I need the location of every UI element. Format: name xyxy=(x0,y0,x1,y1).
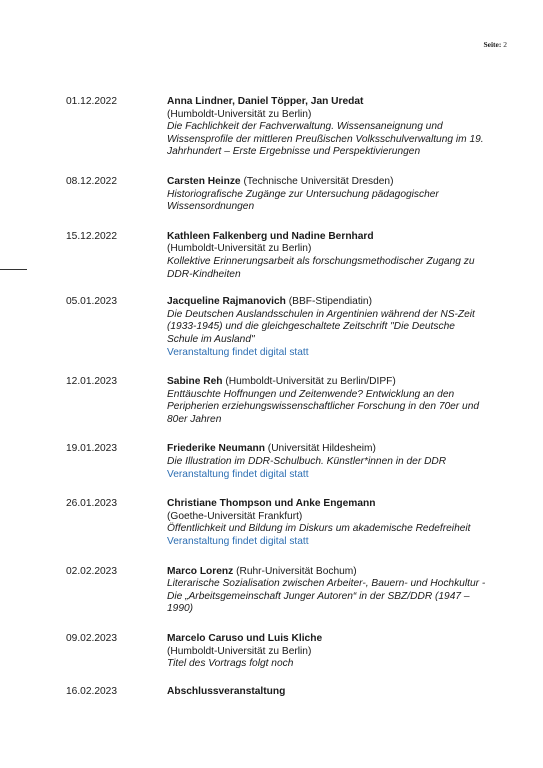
entry-date: 12.01.2023 xyxy=(66,376,117,388)
entry-affiliation: (Technische Universität Dresden) xyxy=(243,175,394,187)
entry-speaker-line xyxy=(167,231,486,244)
entry-content xyxy=(167,633,486,671)
entry-talk-title: Kollektive Erinnerungsarbeit als forschungsmethodischer Zugang zu DDR-Kindheiten xyxy=(167,255,475,280)
entry-date: 19.01.2023 xyxy=(66,443,117,455)
entry-speaker: Carsten Heinze xyxy=(167,175,241,187)
schedule-entry xyxy=(66,96,486,159)
entry-speaker-line xyxy=(167,376,486,389)
entry-affiliation: (BBF-Stipendiatin) xyxy=(288,296,372,308)
entry-affiliation: (Humboldt-Universität zu Berlin) xyxy=(167,108,312,120)
entry-talk-title: Historiografische Zugänge zur Untersuchung pädagogischer Wissensordnungen xyxy=(167,188,439,213)
entry-speaker: Kathleen Falkenberg und Nadine Bernhard xyxy=(167,230,374,242)
entry-affiliation: (Humboldt-Universität zu Berlin) xyxy=(167,243,312,255)
entry-affiliation: (Universität Hildesheim) xyxy=(267,443,376,455)
entry-speaker: Abschlussveranstaltung xyxy=(167,685,286,697)
entry-talk-title: Die Deutschen Auslandsschulen in Argentinien während der NS-Zeit (1933-1945) und die gleichgeschaltete Zeitschrift "Die Deutsche Schule im Ausland" xyxy=(167,308,475,345)
entry-date: 05.01.2023 xyxy=(66,296,117,308)
schedule-entry xyxy=(66,296,486,359)
entry-speaker-line xyxy=(167,296,486,309)
entry-date: 09.02.2023 xyxy=(66,633,117,644)
entry-speaker: Sabine Reh xyxy=(167,376,223,388)
page-number-label: Seite: xyxy=(483,40,502,49)
entry-talk-title: Die Fachlichkeit der Fachverwaltung. Wissensaneignung und Wissensprofile der mittleren Preußischen Volksschulverwaltung im 19. Jahrhundert – Erste Ergebnisse und Perspektivierungen xyxy=(167,121,484,158)
schedule-entry xyxy=(66,443,486,481)
lecture-schedule xyxy=(66,96,486,698)
entry-speaker-line xyxy=(167,176,486,189)
entry-content xyxy=(167,443,486,481)
entry-talk-title: Die Illustration im DDR-Schulbuch. Künstler*innen in der DDR xyxy=(167,456,447,468)
entry-content xyxy=(167,176,486,214)
entry-content xyxy=(167,566,486,616)
entry-speaker: Friederike Neumann xyxy=(167,443,265,455)
entry-digital-note: Veranstaltung findet digital statt xyxy=(167,468,309,480)
entry-affiliation: (Humboldt-Universität zu Berlin/DIPF) xyxy=(225,376,396,388)
entry-digital-note: Veranstaltung findet digital statt xyxy=(167,536,309,548)
page-number xyxy=(483,40,507,49)
margin-fold-mark xyxy=(0,269,27,270)
entry-content xyxy=(167,498,486,548)
entry-content xyxy=(167,376,486,426)
schedule-entry xyxy=(66,376,486,426)
entry-date: 26.01.2023 xyxy=(66,498,117,510)
schedule-entry xyxy=(66,176,486,214)
entry-speaker: Christiane Thompson und Anke Engemann xyxy=(167,498,376,510)
entry-speaker: Jacqueline Rajmanovich xyxy=(167,296,286,308)
entry-date: 15.12.2022 xyxy=(66,230,117,242)
entry-talk-title: Öffentlichkeit und Bildung im Diskurs um akademische Redefreiheit xyxy=(167,523,471,535)
entry-affiliation: (Ruhr-Universität Bochum) xyxy=(236,565,357,577)
page-number-value: 2 xyxy=(503,40,507,49)
entry-speaker-line xyxy=(167,443,486,456)
schedule-entry xyxy=(66,498,486,548)
entry-speaker-line xyxy=(167,633,486,646)
entry-date: 08.12.2022 xyxy=(66,175,117,187)
entry-date: 16.02.2023 xyxy=(66,685,117,697)
entry-speaker-line xyxy=(167,498,486,511)
entry-content xyxy=(167,686,486,699)
entry-speaker: Anna Lindner, Daniel Töpper, Jan Uredat xyxy=(167,96,364,107)
entry-speaker-line xyxy=(167,686,486,699)
entry-speaker-line xyxy=(167,566,486,579)
schedule-entry xyxy=(66,686,486,699)
entry-digital-note: Veranstaltung findet digital statt xyxy=(167,346,309,358)
entry-content xyxy=(167,296,486,359)
entry-content xyxy=(167,96,486,159)
schedule-entry xyxy=(66,633,486,671)
entry-affiliation: (Humboldt-Universität zu Berlin) xyxy=(167,645,312,657)
entry-content xyxy=(167,231,486,281)
entry-date: 02.02.2023 xyxy=(66,565,117,577)
entry-speaker: Marcelo Caruso und Luis Kliche xyxy=(167,633,323,644)
entry-affiliation: (Goethe-Universität Frankfurt) xyxy=(167,510,303,522)
schedule-entry xyxy=(66,231,486,281)
entry-speaker: Marco Lorenz xyxy=(167,565,234,577)
entry-talk-title: Enttäuschte Hoffnungen und Zeitenwende? Entwicklung an den Peripherien erziehungswissenschaftlicher Forschung in den 70er und 80er Jahren xyxy=(167,388,480,425)
entry-talk-title: Literarische Sozialisation zwischen Arbeiter-, Bauern- und Hochkultur - Die „Arbeitsgemeinschaft Junger Autoren“ in der SBZ/DDR (1947 – 1990) xyxy=(167,578,486,615)
entry-speaker-line xyxy=(167,96,486,109)
schedule-entry xyxy=(66,566,486,616)
entry-date: 01.12.2022 xyxy=(66,96,117,107)
entry-talk-title: Titel des Vortrags folgt noch xyxy=(167,658,294,670)
